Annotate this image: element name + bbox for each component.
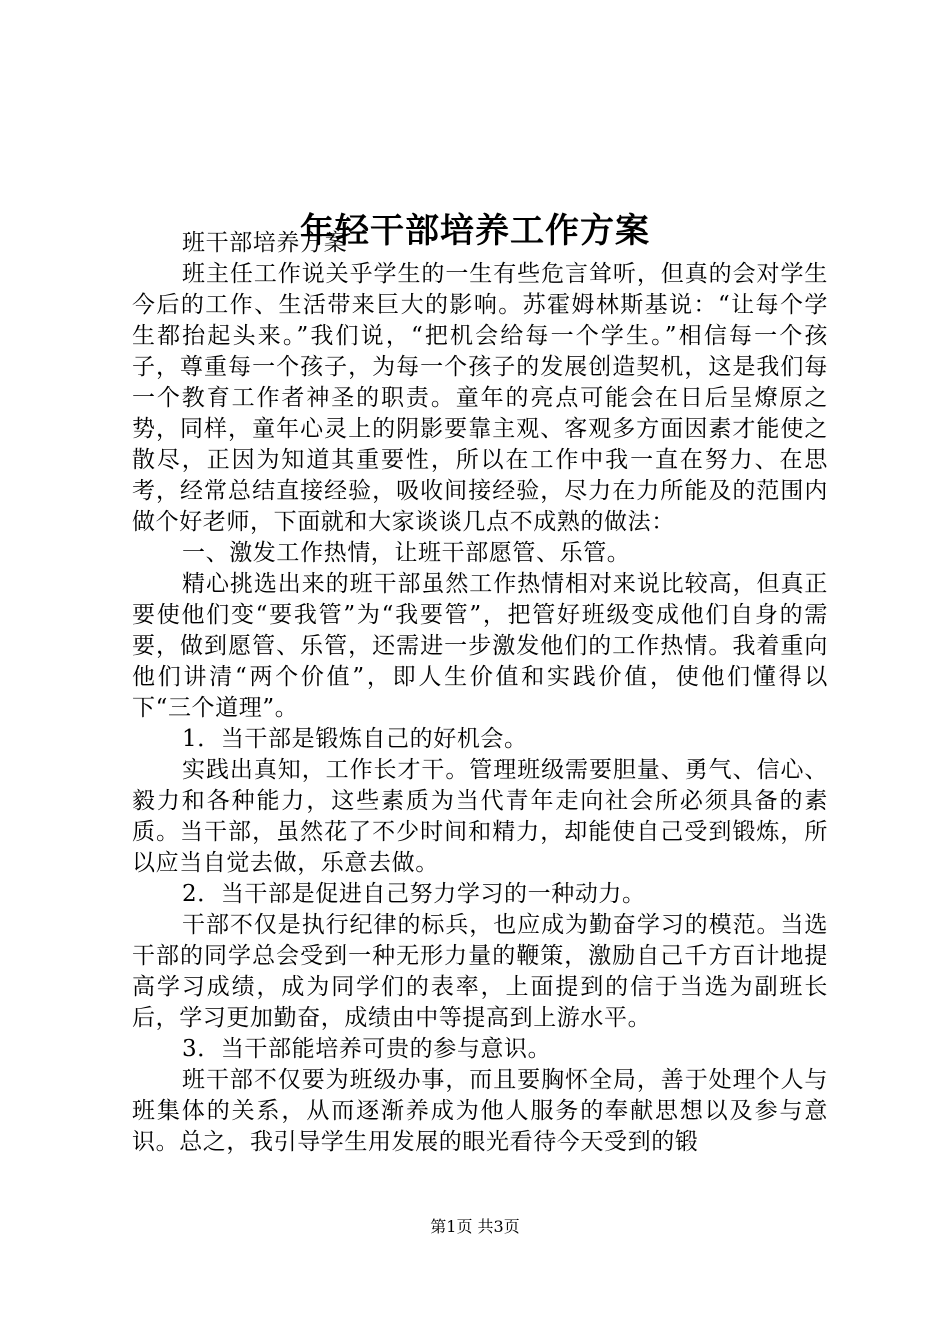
paragraph-intro: 班主任工作说关乎学生的一生有些危言耸听，但真的会对学生今后的工作、生活带来巨大的影响。苏霍姆林斯基说：“让每个学生都抬起头来。”我们说，“把机会给每一个学生。”相信每一个孩子，尊重每一个孩子，为每一个孩子的发展创造契机，这是我们每一个教育工作者神圣的职责。童年的亮点可能会在日后呈燎原之势，同样，童年心灵上的阴影要靠主观、客观多方面因素才能使之散尽，正因为知道其重要性，所以在工作中我一直在努力、在思考，经常总结直接经验，吸收间接经验，尽力在力所能及的范围内做个好老师，下面就和大家谈谈几点不成熟的做法： bbox=[132, 261, 828, 535]
point-heading-3: 3．当干部能培养可贵的参与意识。 bbox=[182, 1036, 552, 1062]
paragraph-point-3: 班干部不仅要为班级办事，而且要胸怀全局，善于处理个人与班集体的关系，从而逐渐养成为他人服务的奉献思想以及参与意识。总之，我引导学生用发展的眼光看待今天受到的锻 bbox=[132, 1067, 828, 1155]
document-title: 年轻干部培养工作方案 bbox=[300, 210, 650, 251]
page-number-footer: 第1页 共3页 bbox=[430, 1217, 520, 1236]
paragraph-point-2: 干部不仅是执行纪律的标兵，也应成为勤奋学习的模范。当选干部的同学总会受到一种无形力量的鞭策，激励自己千方百计地提高学习成绩，成为同学们的表率，上面提到的信于当选为副班长后，学习更加勤奋，成绩由中等提高到上游水平。 bbox=[132, 912, 828, 1031]
document-body bbox=[132, 228, 828, 1158]
point-heading-2: 2．当干部是促进自己努力学习的一种动力。 bbox=[182, 881, 646, 907]
paragraph-point-1: 实践出真知，工作长才干。管理班级需要胆量、勇气、信心、毅力和各种能力，这些素质为当代青年走向社会所必须具备的素质。当干部，虽然花了不少时间和精力，却能使自己受到锻炼，所以应当自觉去做，乐意去做。 bbox=[132, 757, 828, 876]
paragraph-section-1: 精心挑选出来的班干部虽然工作热情相对来说比较高，但真正要使他们变“要我管”为“我要管”，把管好班级变成他们自身的需要，做到愿管、乐管，还需进一步激发他们的工作热情。我着重向他们讲清“两个价值”，即人生价值和实践价值，使他们懂得以下“三个道理”。 bbox=[132, 571, 828, 721]
point-heading-1: 1．当干部是锻炼自己的好机会。 bbox=[182, 726, 528, 752]
paragraph-subtitle: 班干部培养方案 bbox=[182, 230, 348, 256]
section-heading-1: 一、激发工作热情，让班干部愿管、乐管。 bbox=[182, 540, 631, 566]
